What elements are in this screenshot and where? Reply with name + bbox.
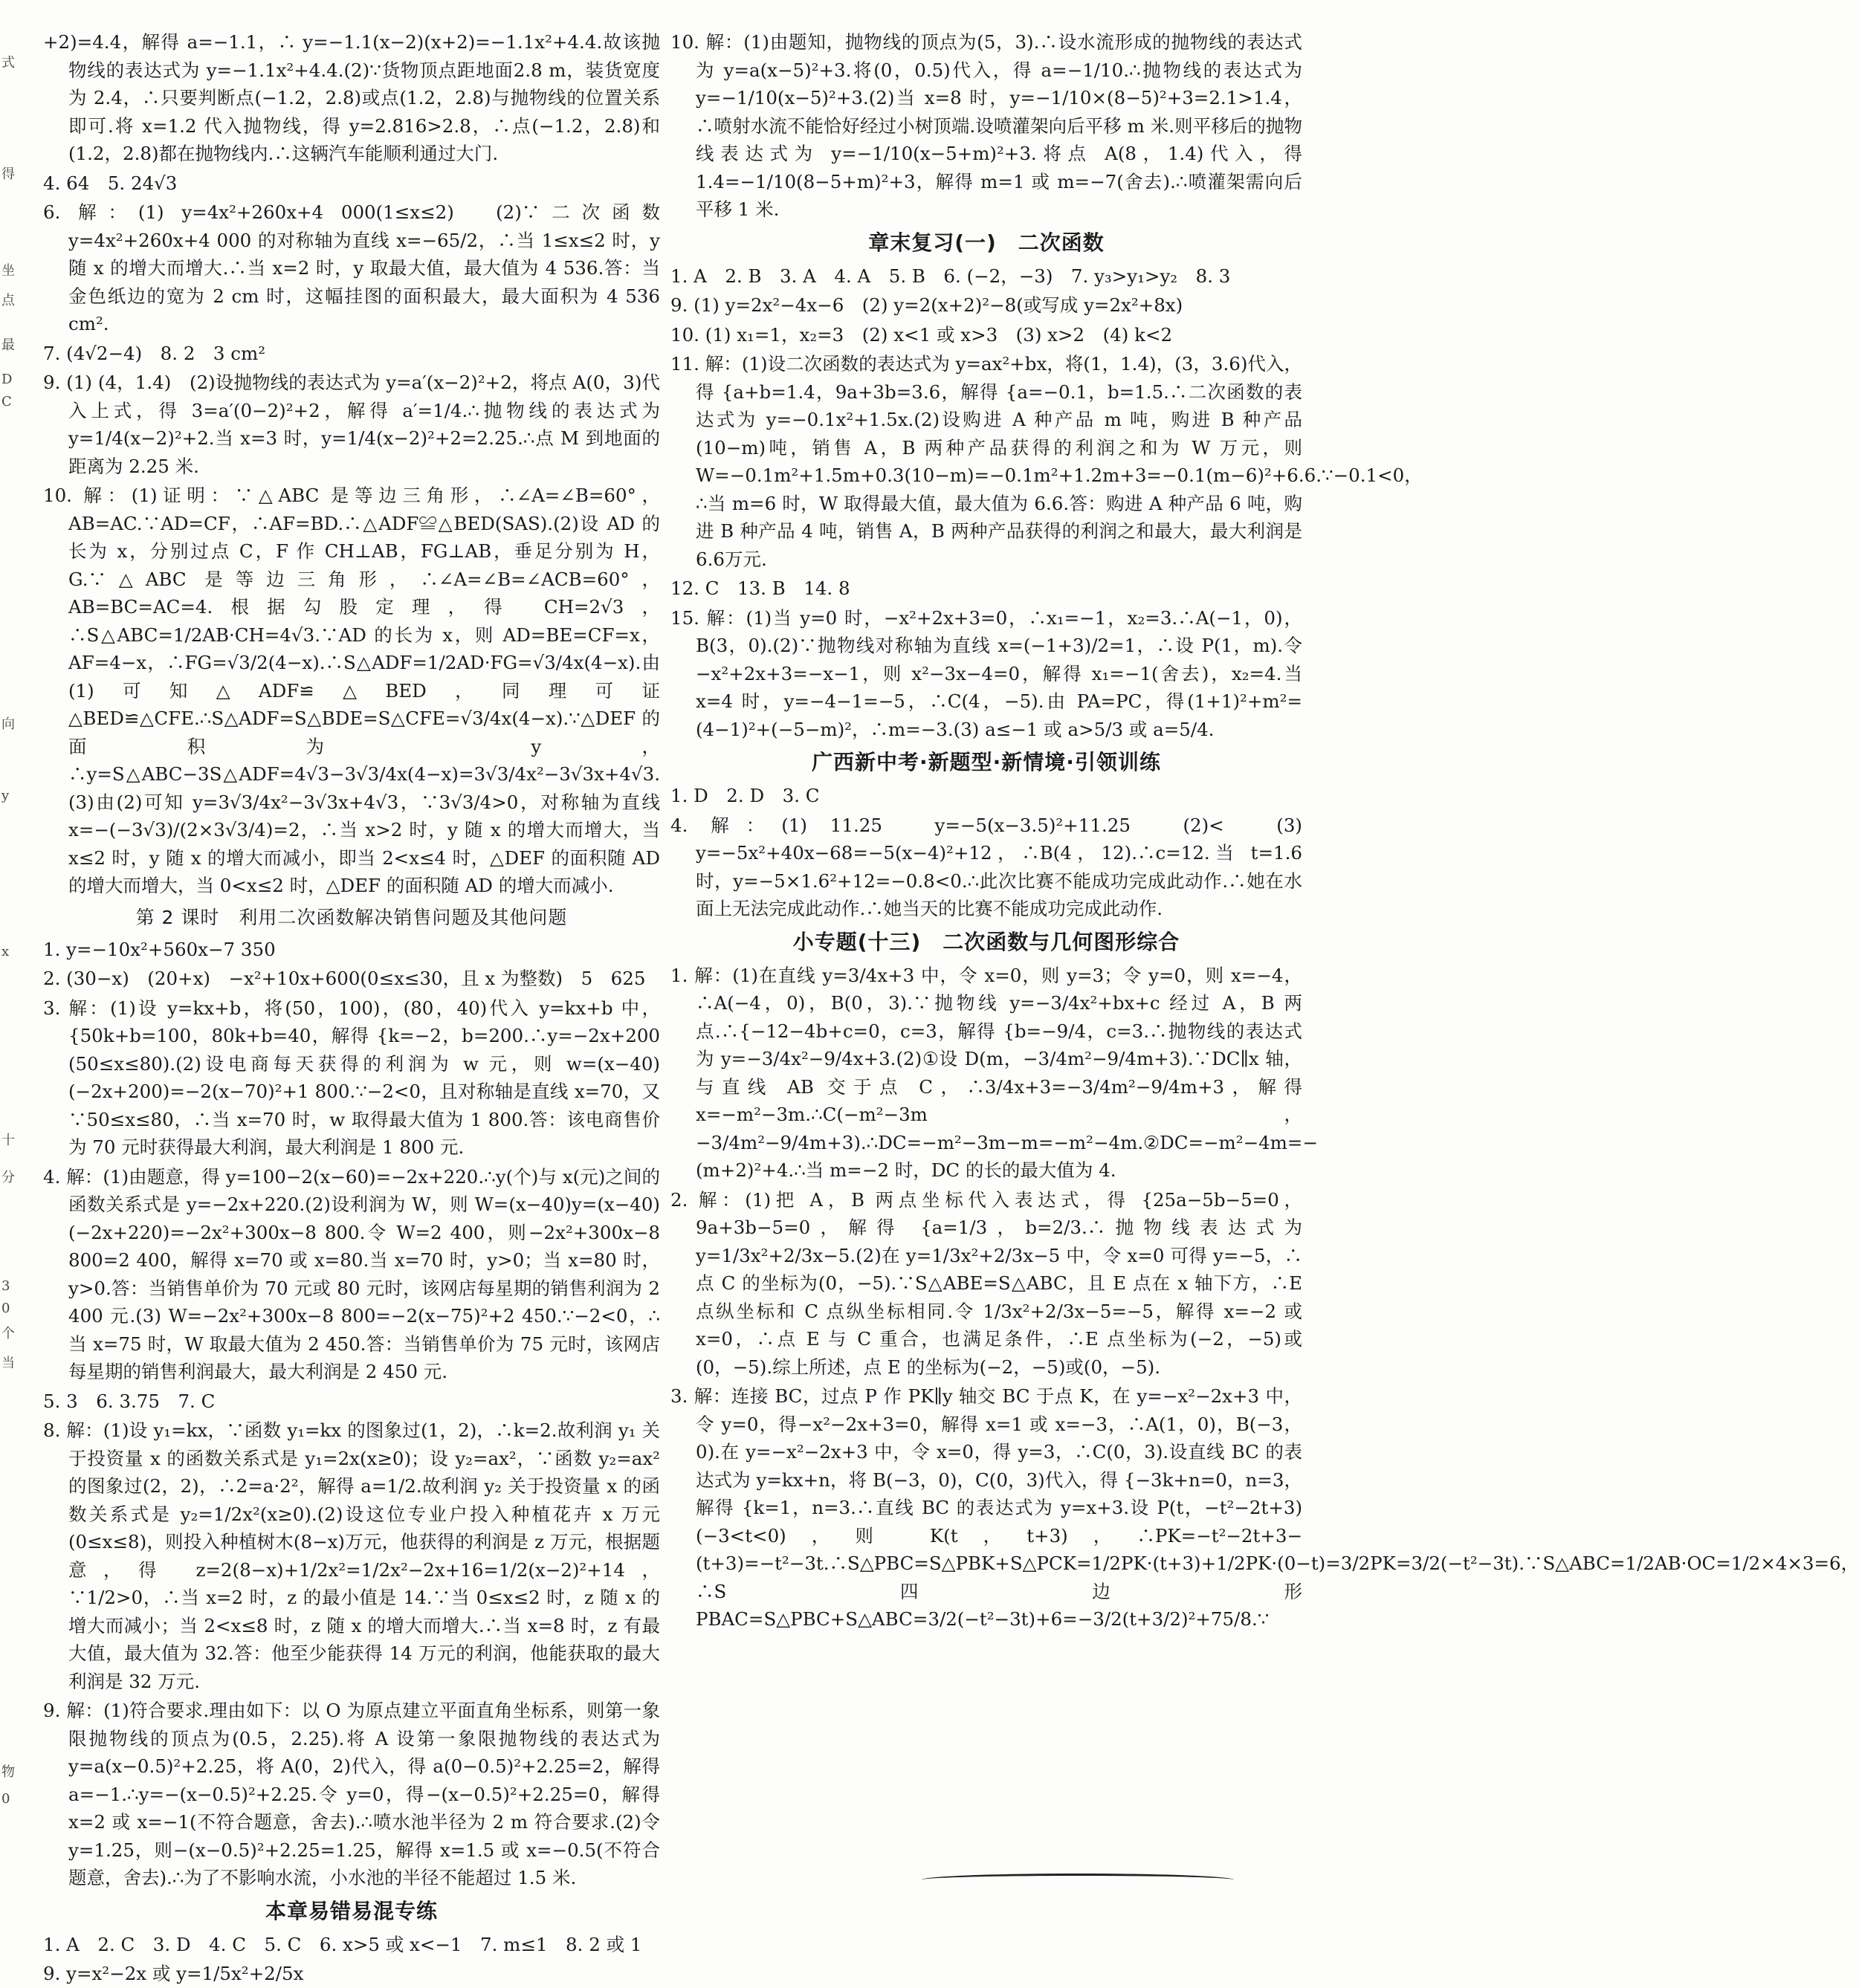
answer-item: 15. 解：(1)当 y=0 时，−x²+2x+3=0，∴x₁=−1，x₂=3.∴A(−1，0)，B(3，0).(2)∵抛物线对称轴为直线 x=(−1+3)/2=1，∴设 P(1，m).令 −x²+2x+3=−x−1，则 x²−3x−4=0，解得 x₁=−1(舍去)，x₂=4.当 x=4 时，y=−4−1=−5，∴C(4，−5).由 PA=PC，得(1+1)²+m²=(4−1)²+(−5−m)²，∴m=−3.(3) a≤−1 或 a>5/3 或 a=5/4. xyxy=(670,606,1302,740)
answer-item: 3. 解：(1)设 y=kx+b，将(50，100)，(80，40)代入 y=kx+b 中，{50k+b=100，80k+b=40，解得 {k=−2，b=200.∴y=−2x+200 (50≤x≤80).(2)设电商每天获得的利润为 w 元，则 w=(x−40)(−2x+200)=−2(x−70)²+1 800.∵−2<0，且对称轴是直线 x=70，又∵50≤x≤80，∴当 x=70 时，w 取得最大值为 1 800.答：该电商售价为 70 元时获得最大利润，最大利润是 1 800 元. xyxy=(43,997,660,1158)
edge-mark: 点 xyxy=(1,293,15,308)
answer-item: 4. 64 5. 24√3 xyxy=(43,172,178,194)
edge-mark: x xyxy=(1,944,10,959)
edge-mark: C xyxy=(1,394,12,409)
edge-mark: y xyxy=(1,788,10,803)
edge-mark: 向 xyxy=(1,716,15,732)
answer-item: 4. 解：(1)由题意，得 y=100−2(x−60)=−2x+220.∴y(个)与 x(元)之间的函数关系式是 y=−2x+220.(2)设利润为 W，则 W=(x−40)y=(x−40)(−2x+220)=−2x²+300x−8 800.令 W=2 400，则−2x²+300x−8 800=2 400，解得 x=70 或 x=80.当 x=70 时，y>0；当 x=80 时，y>0.答：当销售单价为 70 元或 80 元时，该网店每星期的销售利润为 2 400 元.(3) W=−2x²+300x−8 800=−2(x−75)²+2 450.∵−2<0，∴当 x=75 时，W 取最大值为 2 450.答：当销售单价为 75 元时，该网店每星期的销售利润最大，最大利润是 2 450 元. xyxy=(43,1165,660,1382)
edge-mark: 3 xyxy=(1,1278,10,1294)
answer-item: 12. C 13. B 14. 8 xyxy=(670,577,850,599)
page-bottom-decoration xyxy=(922,1874,1234,1886)
left-edge-margin-marks xyxy=(0,22,16,1870)
edge-mark: 最 xyxy=(1,337,15,353)
section-heading: 第 2 课时 利用二次函数解决销售问题及其他问题 xyxy=(135,906,568,928)
answer-item: 1. A 2. B 3. A 4. A 5. B 6. (−2，−3) 7. y₃>y₁>y₂ 8. 3 xyxy=(670,265,1231,287)
answer-item: 2. 解：(1)把 A，B 两点坐标代入表达式，得 {25a−5b−5=0，9a+3b−5=0，解得 {a=1/3，b=2/3.∴抛物线表达式为 y=1/3x²+2/3x−5.(2)在 y=1/3x²+2/3x−5 中，令 x=0 可得 y=−5，∴点 C 的坐标为(0，−5).∵S△ABE=S△ABC，且 E 点在 x 轴下方，∴E 点纵坐标和 C 点纵坐标相同.令 1/3x²+2/3x−5=−5，解得 x=−2 或 x=0，∴点 E 与 C 重合，也满足条件，∴E 点坐标为(−2，−5)或(0，−5).综上所述，点 E 的坐标为(−2，−5)或(0，−5). xyxy=(670,1188,1302,1378)
edge-mark: 0 xyxy=(1,1791,10,1807)
edge-mark: 分 xyxy=(1,1170,15,1185)
left-column xyxy=(43,28,660,1984)
answer-item: 1. A 2. C 3. D 4. C 5. C 6. x>5 或 x<−1 7. m≤1 8. 2 或 1 xyxy=(43,1933,642,1955)
answer-item: 8. 解：(1)设 y₁=kx，∵函数 y₁=kx 的图象过(1，2)，∴k=2.故利润 y₁ 关于投资量 x 的函数关系式是 y₁=2x(x≥0)；设 y₂=ax²，∵函数 y₂=ax² 的图象过(2，2)，∴2=a·2²，解得 a=1/2.故利润 y₂ 关于投资量 x 的函数关系式是 y₂=1/2x²(x≥0).(2)设这位专业户投入种植花卉 x 万元(0≤x≤8)，则投入种植树木(8−x)万元，他获得的利润是 z 万元，根据题意，得 z=2(8−x)+1/2x²=1/2x²−2x+16=1/2(x−2)²+14，∵1/2>0，∴当 x=2 时，z 的最小值是 14.∵当 0≤x≤2 时，z 随 x 的增大而减小；当 2<x≤8 时，z 随 x 的增大而增大.∴当 x=8 时，z 有最大值，最大值为 32.答：他至少能获得 14 万元的利润，他能获取的最大利润是 32 万元. xyxy=(43,1419,660,1692)
answer-item: 6. 解：(1) y=4x²+260x+4 000(1≤x≤2) (2)∵二次函数 y=4x²+260x+4 000 的对称轴为直线 x=−65/2，∴当 1≤x≤2 时，y 随 x 的增大而增大.∴当 x=2 时，y 取最大值，最大值为 4 536.答：当金色纸边的宽为 2 cm 时，这幅挂图的面积最大，最大面积为 4 536 cm². xyxy=(43,201,660,334)
edge-mark: 0 xyxy=(1,1301,10,1316)
section-heading: 本章易错易混专练 xyxy=(265,1898,438,1923)
answer-item: 9. 解：(1)符合要求.理由如下：以 O 为原点建立平面直角坐标系，则第一象限抛物线的顶点为(0.5，2.25).将 A 设第一象限抛物线的表达式为 y=a(x−0.5)²+2.25，将 A(0，2)代入，得 a(0−0.5)²+2.25=2，解得 a=−1.∴y=−(x−0.5)²+2.25.令 y=0，得−(x−0.5)²+2.25=0，解得 x=2 或 x=−1(不符合题意，舍去).∴喷水池半径为 2 m 符合要求.(2)令 y=1.25，则−(x−0.5)²+2.25=1.25，解得 x=1.5 或 x=−0.5(不符合题意，舍去).∴为了不影响水流，小水池的半径不能超过 1.5 米. xyxy=(43,1700,660,1888)
edge-mark: D xyxy=(1,372,13,387)
edge-mark: 十 xyxy=(1,1133,15,1148)
answer-item: 10. (1) x₁=1，x₂=3 (2) x<1 或 x>3 (3) x>2 (4) k<2 xyxy=(670,323,1173,346)
section-heading: 章末复习(一) 二次函数 xyxy=(868,230,1105,255)
answer-item: 10. 解：(1)证明：∵△ABC 是等边三角形，∴∠A=∠B=60°，AB=AC.∵AD=CF，∴AF=BD.∴△ADF≌△BED(SAS).(2)设 AD 的长为 x，分别过点 C，F 作 CH⊥AB，FG⊥AB，垂足分别为 H，G.∵△ABC 是等边三角形，∴∠A=∠B=∠ACB=60°，AB=BC=AC=4.根据勾股定理，得 CH=2√3，∴S△ABC=1/2AB·CH=4√3.∵AD 的长为 x，则 AD=BE=CF=x，AF=4−x，∴FG=√3/2(4−x).∴S△ADF=1/2AD·FG=√3/4x(4−x).由(1)可知△ADF≌△BED，同理可证△BED≌△CFE.∴S△ADF=S△BDE=S△CFE=√3/4x(4−x).∵△DEF 的面积为 y，∴y=S△ABC−3S△ADF=4√3−3√3/4x(4−x)=3√3/4x²−3√3x+4√3.(3)由(2)可知 y=3√3/4x²−3√3x+4√3，∵3√3/4>0，对称轴为直线 x=−(−3√3)/(2×3√3/4)=2，∴当 x>2 时，y 随 x 的增大而增大，当 x≤2 时，y 随 x 的增大而减小，即当 2<x≤4 时，△DEF 的面积随 AD 的增大而增大，当 0<x≤2 时，△DEF 的面积随 AD 的增大而减小. xyxy=(43,485,660,896)
section-heading: 小专题(十三) 二次函数与几何图形综合 xyxy=(792,929,1180,954)
edge-mark: 当 xyxy=(1,1356,15,1371)
answer-item: 3. 解：连接 BC，过点 P 作 PK∥y 轴交 BC 于点 K，在 y=−x²−2x+3 中，令 y=0，得−x²−2x+3=0，解得 x=1 或 x=−3，∴A(1，0)，B(−3，0).在 y=−x²−2x+3 中，令 x=0，得 y=3，∴C(0，3).设直线 BC 的表达式为 y=kx+n，将 B(−3，0)，C(0，3)代入，得 {−3k+n=0，n=3，解得 {k=1，n=3.∴直线 BC 的表达式为 y=x+3.设 P(t，−t²−2t+3)(−3<t<0)，则 K(t，t+3)，∴PK=−t²−2t+3−(t+3)=−t²−3t.∴S△PBC=S△PBK+S△PCK=1/2PK·(t+3)+1/2PK·(0−t)=3/2PK=3/2(−t²−3t).∵S△ABC=1/2AB·OC=1/2×4×3=6，∴S四边形PBAC=S△PBC+S△ABC=3/2(−t²−3t)+6=−3/2(t+3/2)²+75/8.∵ xyxy=(670,1385,1859,1630)
edge-mark: 物 xyxy=(1,1764,15,1780)
edge-mark: 得 xyxy=(1,166,15,182)
answer-item: 1. y=−10x²+560x−7 350 xyxy=(43,938,276,960)
edge-mark: 式 xyxy=(1,55,15,71)
right-column xyxy=(670,28,1859,1870)
section-heading: 广西新中考·新题型·新情境·引领训练 xyxy=(812,750,1161,774)
answer-item: +2)=4.4，解得 a=−1.1，∴ y=−1.1(x−2)(x+2)=−1.1x²+4.4.故该抛物线的表达式为 y=−1.1x²+4.4.(2)∵货物顶点距地面2.8 m，装货宽度为 2.4，∴只要判断点(−1.2，2.8)或点(1.2，2.8)与抛物线的位置关系即可.将 x=1.2 代入抛物线，得 y=2.816>2.8，∴点(−1.2，2.8)和(1.2，2.8)都在抛物线内.∴这辆汽车能顺利通过大门. xyxy=(43,31,660,164)
edge-mark: 坐 xyxy=(1,263,15,279)
answer-item: 1. D 2. D 3. C xyxy=(670,785,820,806)
answer-item: 4. 解：(1) 11.25 y=−5(x−3.5)²+11.25 (2)< (3) y=−5x²+40x−68=−5(x−4)²+12，∴B(4，12).∴c=12.当 t=1.6 时，y=−5×1.6²+12=−0.8<0.∴此次比赛不能成功完成此动作.∴她在水面上无法完成此动作.∴她当天的比赛不能成功完成此动作. xyxy=(670,814,1302,919)
answer-item: 5. 3 6. 3.75 7. C xyxy=(43,1390,216,1412)
answer-item: 9. (1) y=2x²−4x−6 (2) y=2(x+2)²−8(或写成 y=2x²+8x) xyxy=(670,294,1183,316)
answer-item: 9. (1) (4，1.4) (2)设抛物线的表达式为 y=a′(x−2)²+2，将点 A(0，3)代入上式，得 3=a′(0−2)²+2，解得 a′=1/4.∴抛物线的表达式为 y=1/4(x−2)²+2.当 x=3 时，y=1/4(x−2)²+2=2.25.∴点 M 到地面的距离为 2.25 米. xyxy=(43,372,660,477)
answer-item: 7. (4√2−4) 8. 2 3 cm² xyxy=(43,342,266,364)
answer-item: 9. y=x²−2x 或 y=1/5x²+2/5x xyxy=(43,1963,304,1984)
answer-item: 10. 解：(1)由题知，抛物线的顶点为(5，3).∴设水流形成的抛物线的表达式为 y=a(x−5)²+3.将(0，0.5)代入，得 a=−1/10.∴抛物线的表达式为 y=−1/10(x−5)²+3.(2)当 x=8 时，y=−1/10×(8−5)²+3=2.1>1.4，∴喷射水流不能恰好经过小树顶端.设喷灌架向后平移 m 米.则平移后的抛物线表达式为 y=−1/10(x−5+m)²+3.将点 A(8，1.4)代入，得 1.4=−1/10(8−5+m)²+3，解得 m=1 或 m=−7(舍去).∴喷灌架需向后平移 1 米. xyxy=(670,31,1302,220)
answer-item: 1. 解：(1)在直线 y=3/4x+3 中，令 x=0，则 y=3；令 y=0，则 x=−4，∴A(−4，0)，B(0，3).∵抛物线 y=−3/4x²+bx+c 经过 A，B 两点.∴{−12−4b+c=0，c=3，解得 {b=−9/4，c=3.∴抛物线的表达式为 y=−3/4x²−9/4x+3.(2)①设 D(m，−3/4m²−9/4m+3).∵DC∥x 轴，与直线 AB 交于点 C，∴3/4x+3=−3/4m²−9/4m+3，解得 x=−m²−3m.∴C(−m²−3m，−3/4m²−9/4m+3).∴DC=−m²−3m−m=−m²−4m.②DC=−m²−4m=−(m+2)²+4.∴当 m=−2 时，DC 的长的最大值为 4. xyxy=(670,964,1318,1181)
answer-item: 11. 解：(1)设二次函数的表达式为 y=ax²+bx，将(1，1.4)，(3，3.6)代入，得 {a+b=1.4，9a+3b=3.6，解得 {a=−0.1，b=1.5.∴二次函数的表达式为 y=−0.1x²+1.5x.(2)设购进 A 种产品 m 吨，购进 B 种产品(10−m)吨，销售 A，B 两种产品获得的利润之和为 W 万元，则 W=−0.1m²+1.5m+0.3(10−m)=−0.1m²+1.2m+3=−0.1(m−6)²+6.6.∵−0.1<0，∴当 m=6 时，W 取得最大值，最大值为 6.6.答：购进 A 种产品 6 吨，购进 B 种产品 4 吨，销售 A，B 两种产品获得的利润之和最大，最大利润是 6.6万元. xyxy=(670,353,1423,570)
answer-item: 2. (30−x) (20+x) −x²+10x+600(0≤x≤30，且 x 为整数) 5 625 xyxy=(43,968,646,989)
edge-mark: 个 xyxy=(1,1326,15,1341)
